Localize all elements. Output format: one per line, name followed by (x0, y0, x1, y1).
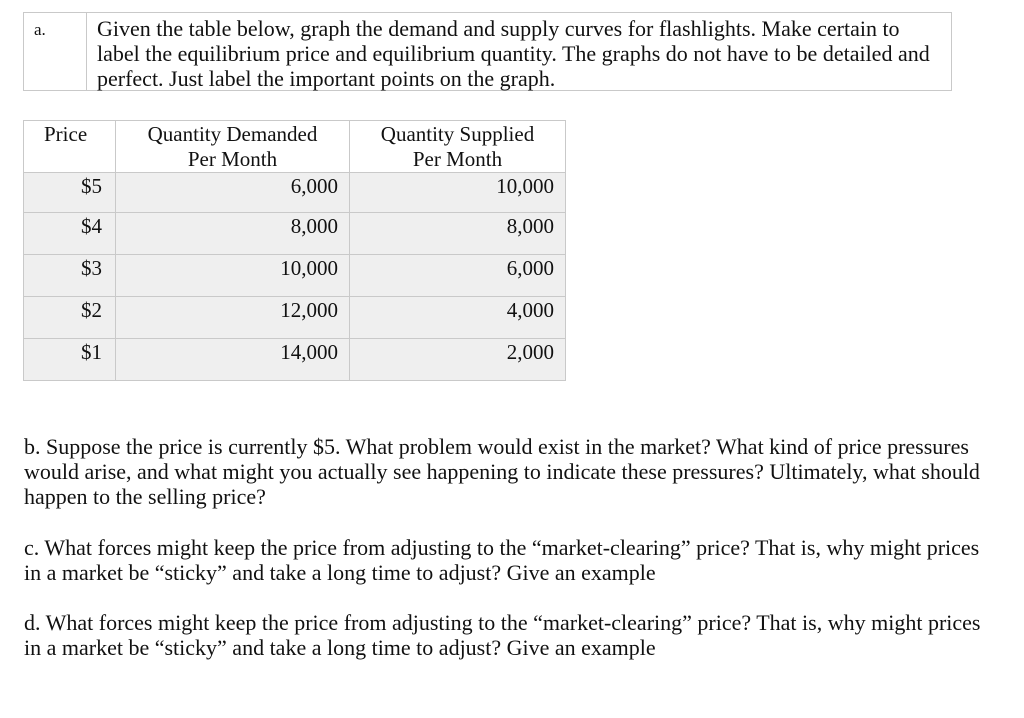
header-qd-line2: Per Month (187, 147, 278, 171)
cell-quantity-demanded: 8,000 (116, 213, 350, 255)
supply-demand-table (23, 120, 566, 381)
header-qs-line1: Quantity Supplied (380, 122, 535, 146)
header-quantity-supplied (350, 121, 566, 173)
question-b-text: b. Suppose the price is currently $5. What problem would exist in the market? What kind of price pressures would arise, and what might you actually see happening to indicate these pressures? Ultimately, what should happen to the selling price? (24, 434, 980, 509)
cell-quantity-demanded: 12,000 (116, 297, 350, 339)
table-row (24, 173, 566, 213)
cell-quantity-supplied: 6,000 (350, 255, 566, 297)
cell-price: $1 (24, 339, 116, 381)
question-a-letter: a. (24, 13, 87, 90)
cell-quantity-demanded: 10,000 (116, 255, 350, 297)
table-row (24, 297, 566, 339)
table-header-row (24, 121, 566, 173)
question-c-text: c. What forces might keep the price from adjusting to the “market-clearing” price? That is, why might prices in a market be “sticky” and take a long time to adjust? Give an example (24, 535, 980, 585)
table-row (24, 255, 566, 297)
question-d-text: d. What forces might keep the price from adjusting to the “market-clearing” price? That is, why might prices in a market be “sticky” and take a long time to adjust? Give an example (24, 610, 981, 660)
cell-quantity-supplied: 4,000 (350, 297, 566, 339)
header-quantity-demanded (116, 121, 350, 173)
table-row (24, 213, 566, 255)
cell-quantity-supplied: 10,000 (350, 173, 566, 213)
cell-quantity-supplied: 2,000 (350, 339, 566, 381)
header-qs-line2: Per Month (412, 147, 503, 171)
cell-price: $3 (24, 255, 116, 297)
cell-price: $5 (24, 173, 116, 213)
question-a-text: Given the table below, graph the demand and supply curves for flashlights. Make certain to label the equilibrium price and equilibrium quantity. The graphs do not have to be detailed and perfect. Just label the important points on the graph. (97, 16, 930, 91)
cell-price: $4 (24, 213, 116, 255)
cell-quantity-demanded: 14,000 (116, 339, 350, 381)
cell-quantity-supplied: 8,000 (350, 213, 566, 255)
header-qd-line1: Quantity Demanded (147, 122, 318, 146)
question-a-box (23, 12, 952, 91)
table-row (24, 339, 566, 381)
cell-price: $2 (24, 297, 116, 339)
header-price: Price (24, 121, 116, 173)
cell-quantity-demanded: 6,000 (116, 173, 350, 213)
